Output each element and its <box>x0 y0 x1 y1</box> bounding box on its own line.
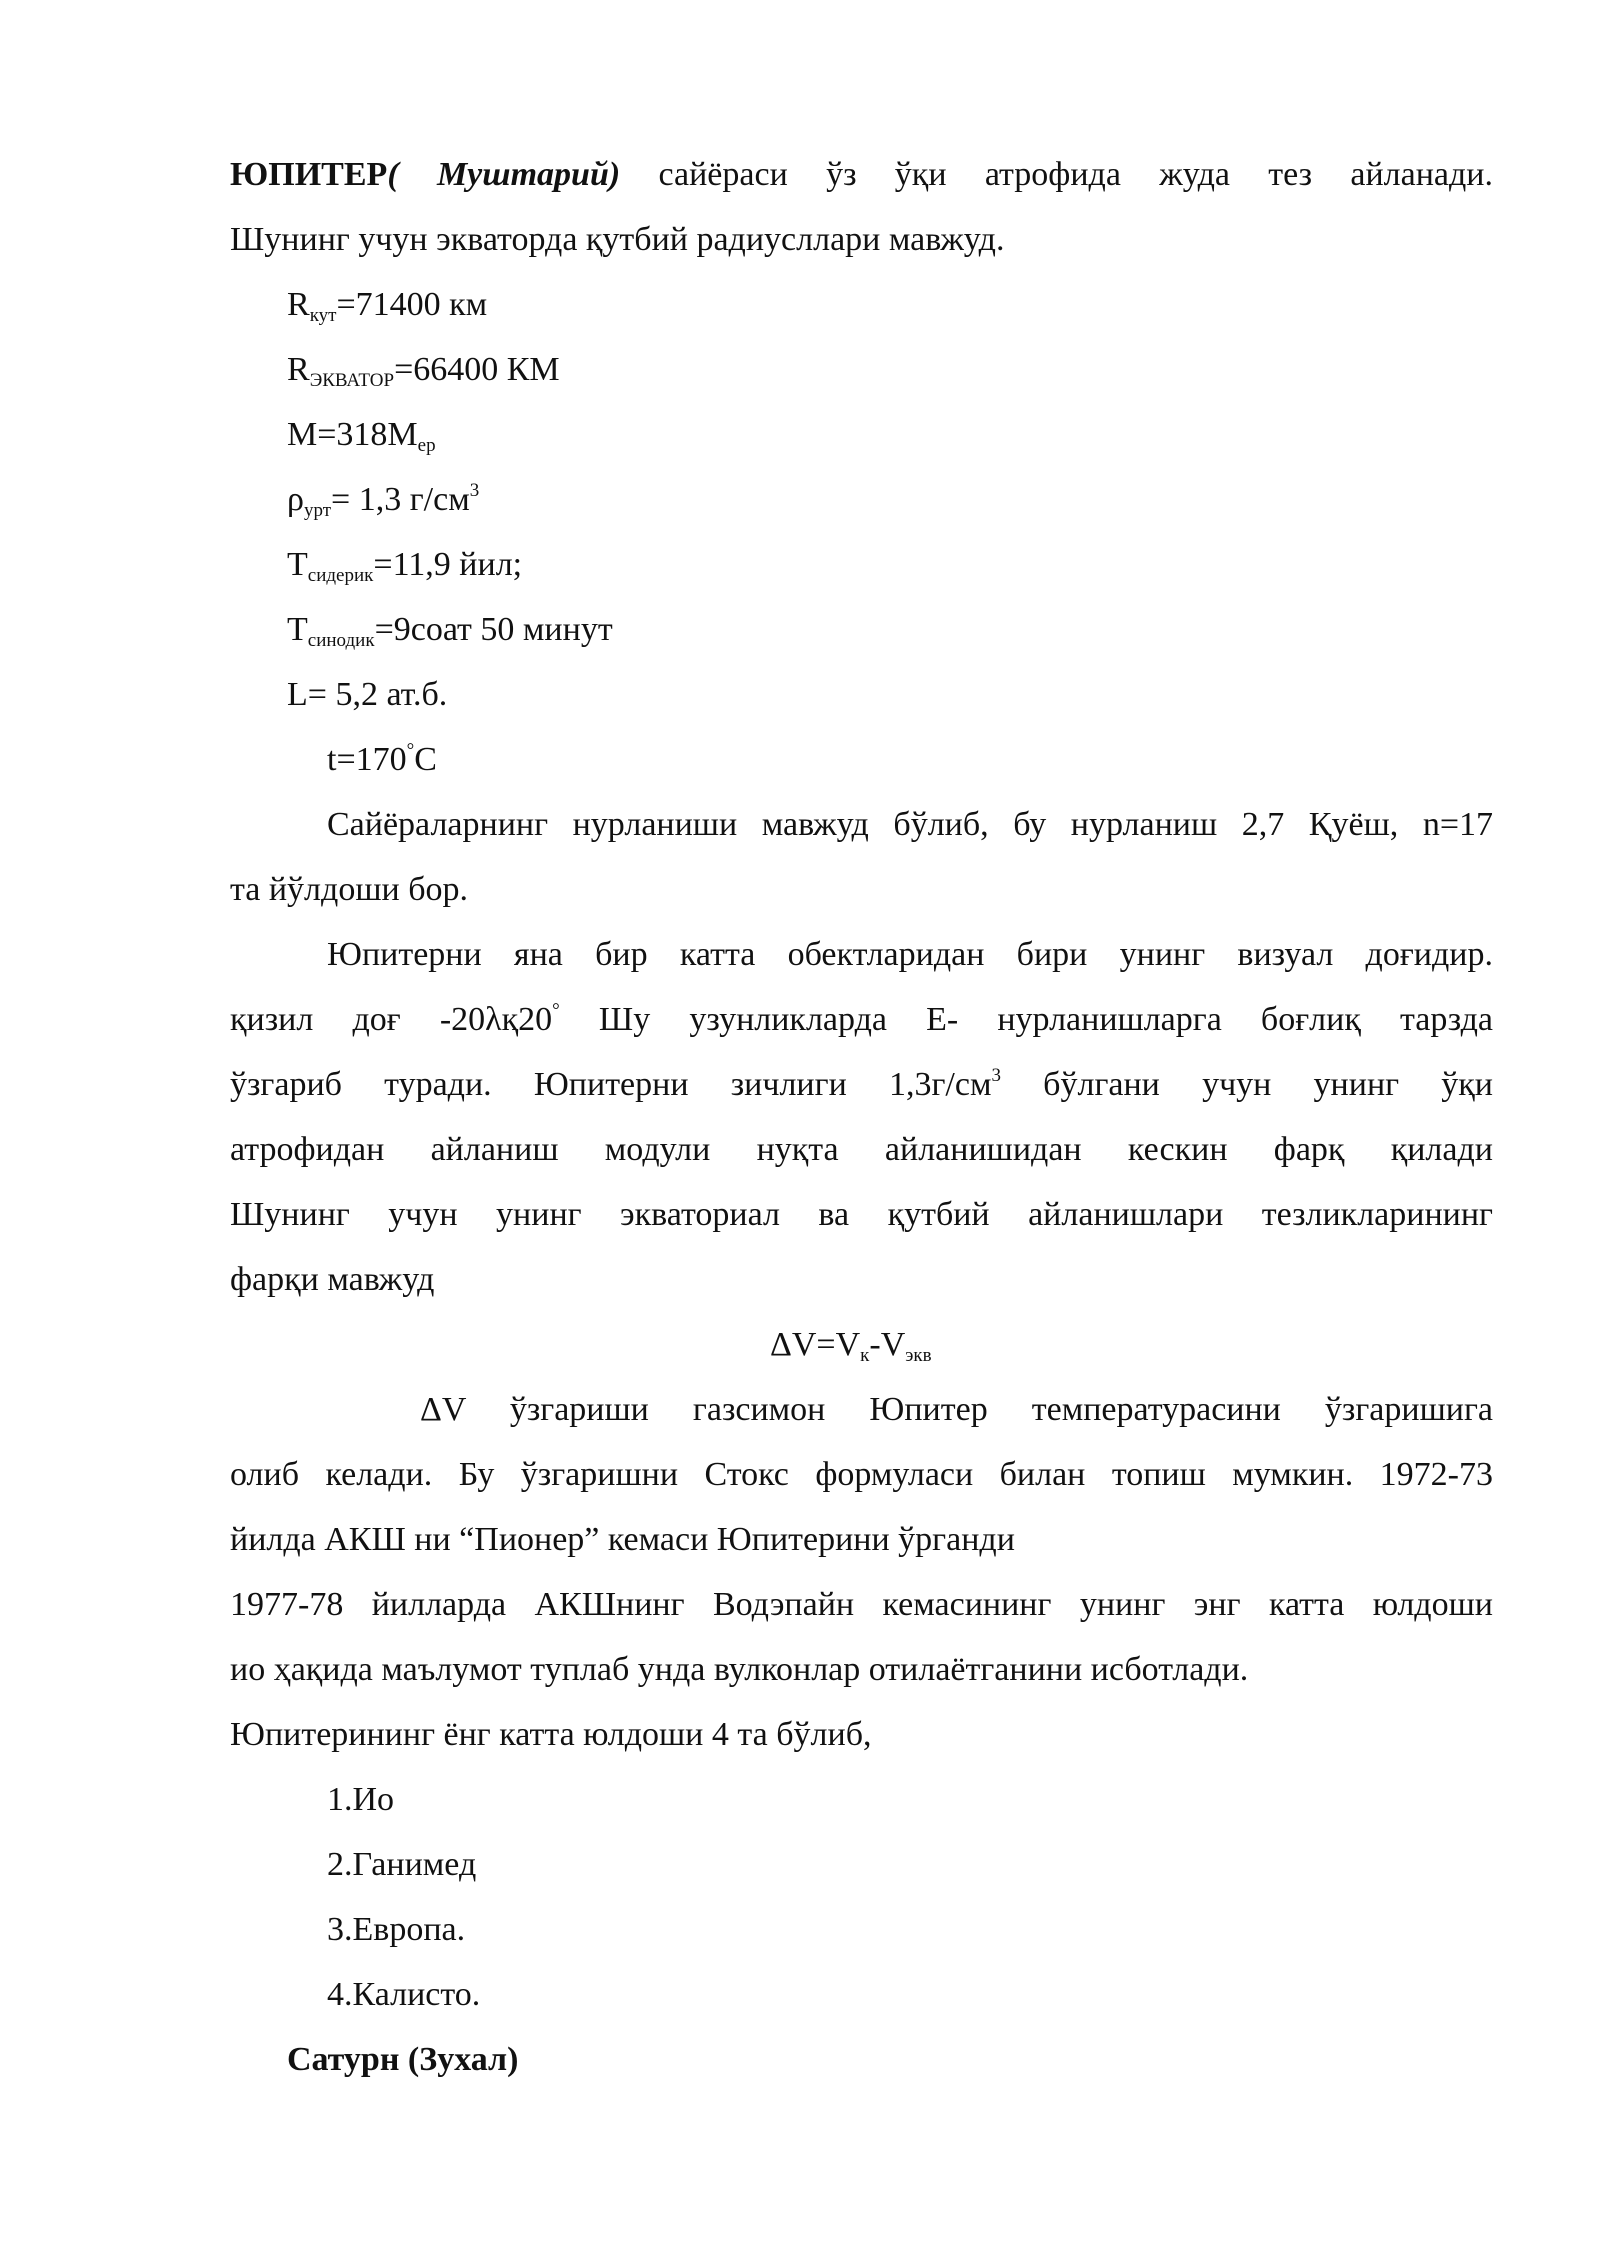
next-heading: Сатурн (Зухал) <box>287 2041 519 2078</box>
para2-line-1: Юпитерни яна бир катта обектларидан бири унинг визуал доғидир. <box>327 936 1493 973</box>
moon-item: 4.Калисто. <box>327 1976 481 2013</box>
para3-line-4: 1977-78 йилларда АКШнинг Водэпайн кемасининг унинг энг катта юлдоши <box>230 1586 1493 1623</box>
para3-line-6: Юпитерининг ёнг катта юлдоши 4 та бўлиб, <box>230 1716 872 1753</box>
moon-item: 2.Ганимед <box>327 1846 477 1883</box>
param-t-syn: $Т_{синодик}=9соат$ 50 минут <box>287 611 613 651</box>
para3-line-5: ио ҳақида маълумот туплаб унда вулконлар отилаётганини исботлади. <box>230 1651 1249 1688</box>
param-r-pol: $R_{кут}=71400$ км <box>287 286 488 326</box>
param-temp: t=170°C <box>327 740 437 778</box>
para2-line-3: ўзгариб туради. Юпитерни зичлиги $1,3г/см^3$ бўлгани учун унинг ўқи <box>230 1065 1494 1103</box>
param-mass: $М=318М_{ер}$ <box>287 416 436 456</box>
para2-line-5: Шунинг учун унинг экваториал ва қутбий айланишлари тезликларининг <box>230 1196 1493 1233</box>
intro-line-2: Шунинг учун экваторда қутбий радиусллари мавжуд. <box>230 221 1005 258</box>
para3-line-2: олиб келади. Бу ўзгаришни Стокс формуласи билан топиш мумкин. 1972-73 <box>230 1456 1493 1493</box>
formula: $\Delta V=V_к-V_{экв}$ <box>770 1326 932 1366</box>
intro-line-1 <box>230 155 1493 195</box>
moon-item: 3.Европа. <box>327 1911 466 1948</box>
title: ЮПИТЕР <box>230 156 388 193</box>
para1-line-1: Сайёраларнинг нурланиши мавжуд бўлиб, бу нурланиш 2,7 Қуёш, n=17 <box>327 806 1493 843</box>
param-t-sid: $Т_{сидерик}=11,9$ йил; <box>287 546 523 586</box>
moon-item: 1.Ио <box>327 1781 395 1818</box>
intro-line-1-rest: сайёраси ўз ўқи атрофида жуда тез айланади. <box>658 156 1494 193</box>
para1-line-2: та йўлдоши бор. <box>230 871 468 908</box>
para3-line-3: йилда АКШ ни “Пионер” кемаси Юпитерини ўрганди <box>230 1521 1015 1558</box>
param-r-eq: $R_{ЭКВАТОР}=66400$ КМ <box>287 351 560 391</box>
param-lum: L= 5,2 ат.б. <box>287 676 448 713</box>
para3-line-1: ΔV ўзгариши газсимон Юпитер температурасини ўзгаришига <box>420 1391 1493 1428</box>
para2-line-6: фарқи мавжуд <box>230 1261 435 1298</box>
para2-line-2: қизил доғ -20λқ20° Шу узунликларда Е- нурланишларга боғлиқ тарзда <box>230 1000 1493 1038</box>
title-alt: ( Муштарий) <box>387 156 621 193</box>
param-density: $\rho_{урт}= 1,3$ $г/см^3$ <box>287 480 480 521</box>
para2-line-4: атрофидан айланиш модули нуқта айланишидан кескин фарқ қилади <box>230 1131 1493 1168</box>
